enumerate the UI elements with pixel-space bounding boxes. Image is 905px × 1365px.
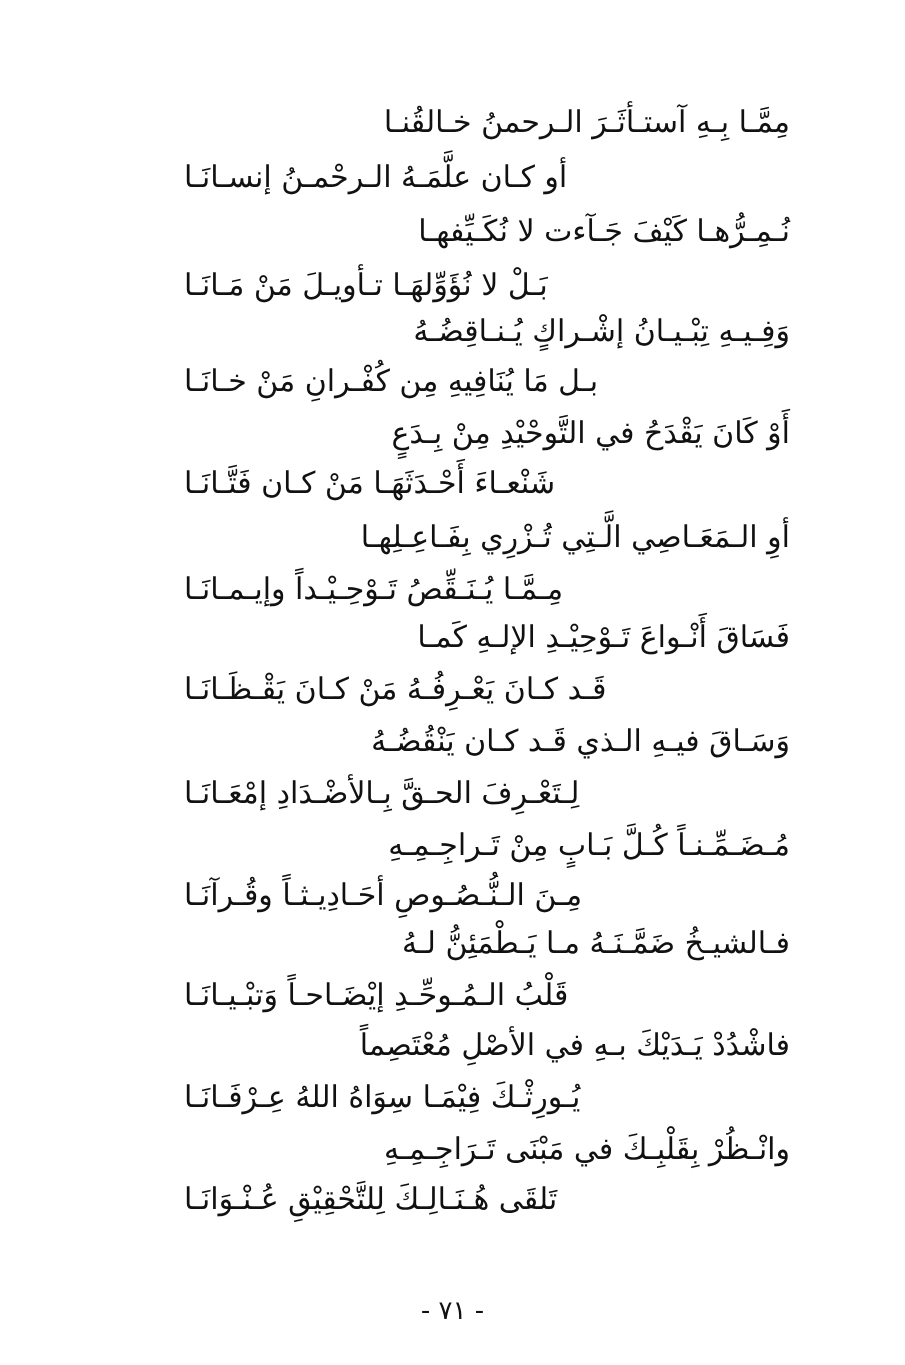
verse-line-17: فـالشيـخُ ضَمَّـنَـهُ مـا يَـطْمَئِنُّ لـهُ xyxy=(401,926,790,961)
verse-line-18: قَلْبُ الـمُـوحِّـدِ إيْضَـاحـاً وَتبْـيـانَـا xyxy=(184,978,569,1013)
page-number: - ٧١ - xyxy=(420,1296,485,1326)
verse-line-1: مِمَّـا بِـهِ آستـأثَـرَ الـرحمنُ خـالقُنـا xyxy=(383,105,790,140)
verse-line-21: وانْـظُرْ بِقَلْبِـكَ في مَبْنَى تَـرَاجِـمِـهِ xyxy=(384,1132,790,1167)
verse-line-22: تَلقَى هُـنَـالِـكَ لِلتَّحْقِيْقِ عُـنْـوَانَـا xyxy=(184,1182,558,1217)
verse-line-8: شَنْعـاءَ أَحْـدَثَهَـا مَنْ كـان فَتَّـانَـا xyxy=(184,466,556,501)
verse-line-19: فاشْدُدْ يَـدَيْكَ بـهِ في الأصْلِ مُعْتَصِماً xyxy=(359,1028,790,1063)
verse-line-11: فَسَاقَ أَنْـواعَ تَـوْحِيْـدِ الإلـهِ كَمـا xyxy=(417,620,790,655)
verse-line-5: وَفِـيـهِ تِبْـيـانُ إشْـراكٍ يُـنـاقِضُـهُ xyxy=(413,314,790,349)
verse-line-3: نُـمِـرُّهـا كَيْفَ جَـآءت لا نُكَـيِّفهـا xyxy=(418,214,790,249)
verse-line-12: قَـد كـانَ يَعْـرِفُـهُ مَنْ كـانَ يَقْـظَـانَـا xyxy=(184,672,607,707)
verse-line-10: مِـمَّـا يُـنَـقِّصُ تَـوْحِـيْـداً وإيـمـانَـا xyxy=(184,572,564,607)
verse-line-6: بـل مَا يُنَافِيهِ مِن كُفْـرانِ مَنْ خـانَـا xyxy=(184,364,599,399)
verse-line-16: مِـنَ الـنُّـصُـوصِ أحَـادِيـثـاً وقُـرآنَـا xyxy=(184,878,583,913)
verse-line-14: لِـتَعْـرِفَ الحـقَّ بِـالأضْـدَادِ إمْعَـانَـا xyxy=(184,776,580,811)
verse-line-4: بَـلْ لا نُؤَوِّلهَـا تـأويـلَ مَنْ مَـانَـا xyxy=(184,268,548,303)
verse-line-9: أوِ الـمَعَـاصِي الَّـتِي تُـزْرِي بِفَـاعِـلِهـا xyxy=(360,520,790,555)
verse-line-2: أو كـان علَّمَـهُ الـرحْمـنُ إنسـانَـا xyxy=(184,160,568,195)
verse-line-15: مُـضَـمِّـنـاً كُـلَّ بَـابٍ مِنْ تَـراجِـمِـهِ xyxy=(388,828,790,863)
verse-line-7: أَوْ كَانَ يَقْدَحُ في التَّوحْيْدِ مِنْ بِـدَعٍ xyxy=(391,416,790,451)
verse-line-20: يُـورِثْـكَ فِيْمَـا سِوَاهُ اللهُ عِـرْفَـانَـا xyxy=(184,1080,581,1115)
verse-line-13: وَسَـاقَ فيـهِ الـذي قَـد كـان يَنْقُضُـهُ xyxy=(371,724,790,759)
